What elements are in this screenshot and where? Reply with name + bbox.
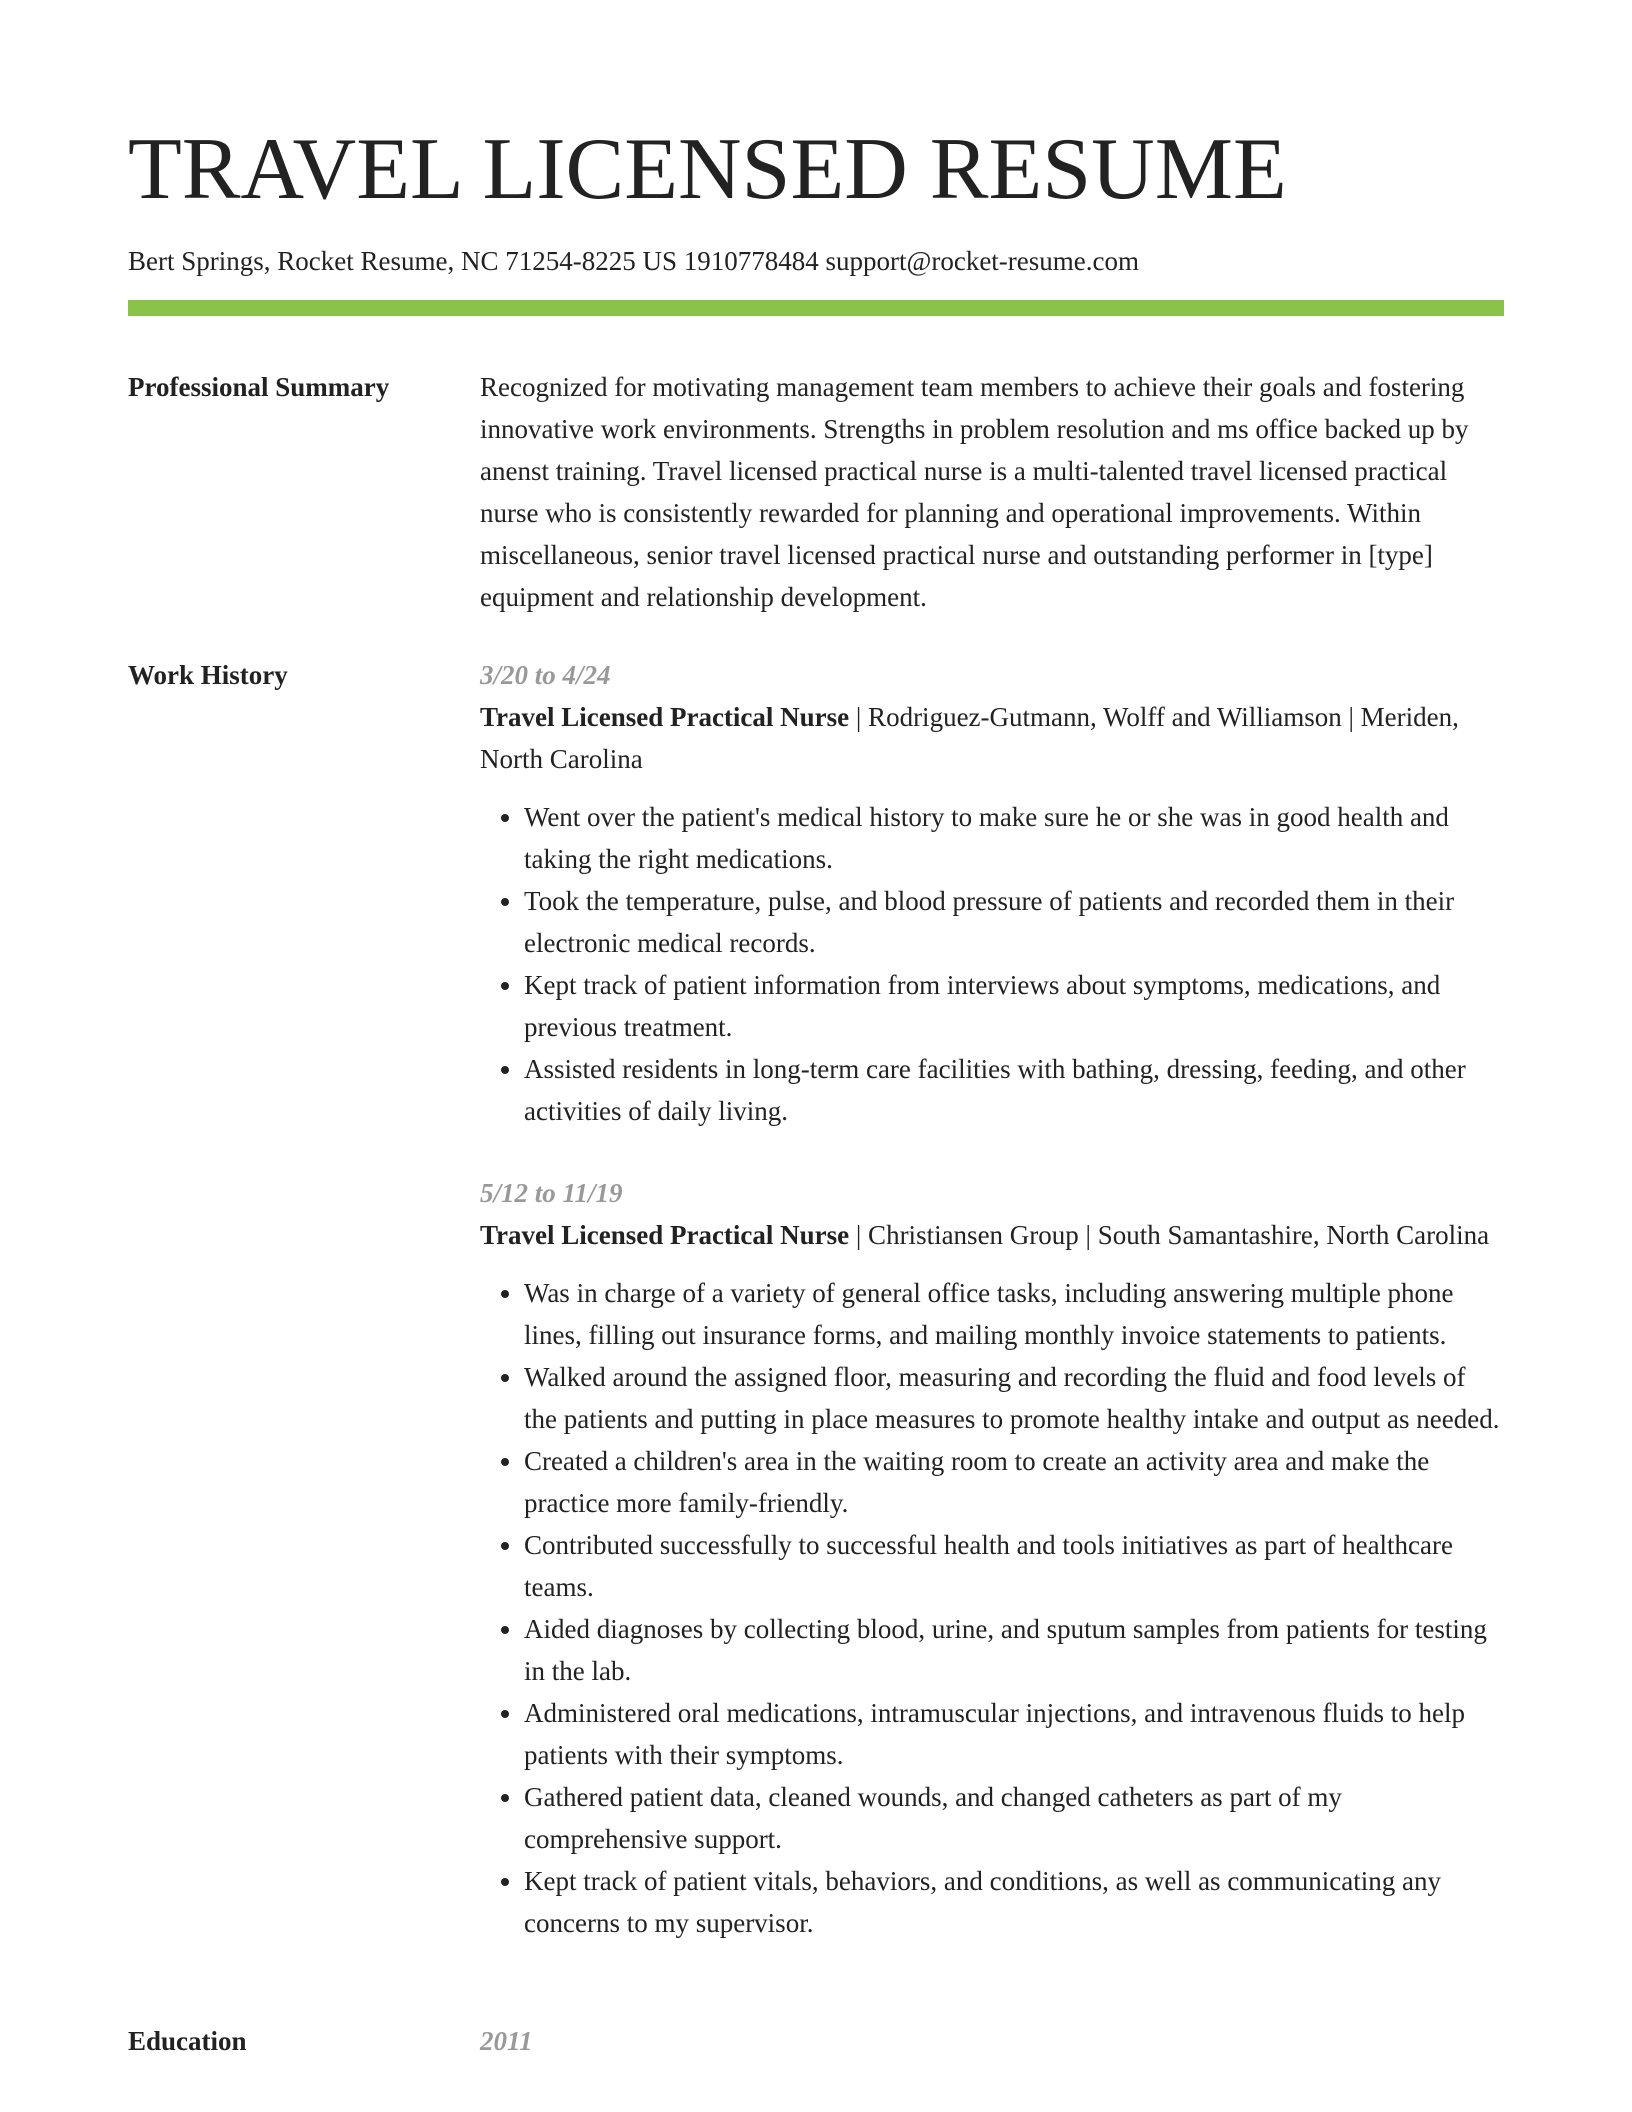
contact-line: Bert Springs, Rocket Resume, NC 71254-8225 US 1910778484 support@rocket-resume.com (128, 246, 1139, 276)
education-section (128, 2020, 1504, 2062)
job-duty: • Was in charge of a variety of general office tasks, including answering multiple phone lines, filling out insurance forms, and mailing monthly invoice statements to patients. (524, 1272, 1504, 1356)
job-duty: • Kept track of patient vitals, behaviors, and conditions, as well as communicating any concerns to my supervisor. (524, 1860, 1504, 1944)
job-duty: • Went over the patient's medical history to make sure he or she was in good health and taking the right medications. (524, 796, 1504, 880)
job-employer-location: | Rodriguez-Gutmann, Wolff and Williamson | Meriden, North Carolina (480, 702, 1459, 774)
resume-title: TRAVEL LICENSED RESUME (128, 121, 1287, 218)
section-label-education: Education (128, 2026, 247, 2056)
job-employer-location: | Christiansen Group | South Samantashire, North Carolina (849, 1220, 1490, 1250)
job-entry (480, 654, 1504, 1132)
job-title: Travel Licensed Practical Nurse (480, 1220, 850, 1250)
work-history-body (480, 654, 1504, 1984)
summary-text: Recognized for motivating management team members to achieve their goals and fostering innovative work environments. Strengths in problem resolution and ms office backed up by anenst training. Travel licensed practical nurse is a multi-talented travel licensed practical nurse who is consistently rewarded for planning and operational improvements. Within miscellaneous, senior travel licensed practical nurse and outstanding performer in [type] equipment and relationship development. (480, 372, 1469, 612)
job-duty: • Took the temperature, pulse, and blood pressure of patients and recorded them in their electronic medical records. (524, 880, 1504, 964)
work-history-section (128, 654, 1504, 1984)
section-label-work-history: Work History (128, 660, 288, 690)
accent-divider (128, 300, 1504, 316)
job-duty: • Aided diagnoses by collecting blood, urine, and sputum samples from patients for testing in the lab. (524, 1608, 1504, 1692)
job-heading (480, 1214, 1504, 1256)
section-label-summary: Professional Summary (128, 372, 390, 402)
job-title: Travel Licensed Practical Nurse (480, 702, 850, 732)
summary-body (480, 366, 1504, 618)
job-duty: • Walked around the assigned floor, measuring and recording the fluid and food levels of the patients and putting in place measures to promote healthy intake and output as needed. (524, 1356, 1504, 1440)
job-dates: 3/20 to 4/24 (480, 660, 611, 690)
job-entry (480, 1172, 1504, 1944)
education-year: 2011 (480, 2026, 533, 2056)
job-duty: • Administered oral medications, intramuscular injections, and intravenous fluids to help patients with their symptoms. (524, 1692, 1504, 1776)
job-duty: • Created a children's area in the waiting room to create an activity area and make the practice more family-friendly. (524, 1440, 1504, 1524)
job-duty: • Kept track of patient information from interviews about symptoms, medications, and previous treatment. (524, 964, 1504, 1048)
job-duty: • Assisted residents in long-term care facilities with bathing, dressing, feeding, and other activities of daily living. (524, 1048, 1504, 1132)
summary-section (128, 366, 1504, 618)
job-duties-list (480, 796, 1504, 1132)
job-duty: • Contributed successfully to successful health and tools initiatives as part of healthcare teams. (524, 1524, 1504, 1608)
job-duty: • Gathered patient data, cleaned wounds, and changed catheters as part of my comprehensive support. (524, 1776, 1504, 1860)
education-body (480, 2020, 1504, 2062)
job-duties-list (480, 1272, 1504, 1944)
job-dates: 5/12 to 11/19 (480, 1178, 623, 1208)
job-heading (480, 696, 1504, 780)
